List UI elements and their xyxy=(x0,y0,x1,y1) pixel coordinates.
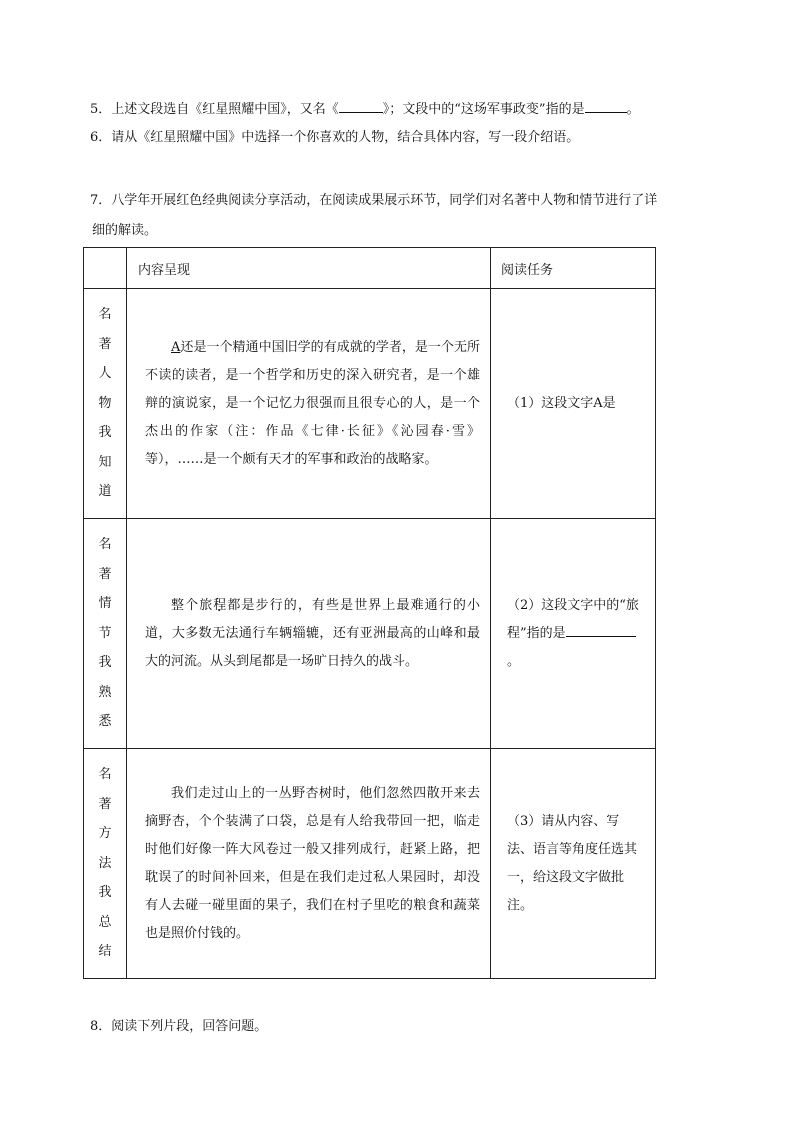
question-6: 6．请从《红星照耀中国》中选择一个你喜欢的人物，结合具体内容，写一段介绍语。 xyxy=(90,130,580,145)
content-cell xyxy=(127,289,491,519)
row-label-vertical xyxy=(84,530,126,737)
label-char: 法 xyxy=(98,855,112,871)
label-char: 物 xyxy=(98,395,112,411)
reading-table xyxy=(83,247,656,979)
passage-text: 还是一个精通中国旧学的有成就的学者，是一个无所不读的读者，是一个哲学和历史的深入研究者，是一个雄辩的演说家，是一个记忆力很强而且很专心的人，是一个杰出的作家（注：作品《七律·长征》《沁园春·雪》等），……是一个颇有天才的军事和政治的战略家。 xyxy=(145,339,480,467)
answer-blank[interactable] xyxy=(585,98,627,113)
table-row xyxy=(84,289,656,519)
label-char: 名 xyxy=(98,307,112,323)
label-char: 著 xyxy=(98,336,112,352)
task-cell xyxy=(491,749,656,979)
question-5-text-1: 5．上述文段选自《红星照耀中国》，又名《 xyxy=(90,102,339,117)
label-char: 熟 xyxy=(98,684,112,700)
task-text: （3）请从内容、写法、语言等角度任选其一，给这段文字做批注。 xyxy=(507,813,638,913)
answer-blank[interactable] xyxy=(566,622,636,637)
label-char: 人 xyxy=(98,366,112,382)
label-char: 名 xyxy=(98,767,112,783)
table-header-row xyxy=(84,248,656,289)
label-char: 节 xyxy=(98,625,112,641)
passage-text: 整个 xyxy=(171,597,200,613)
label-char: 悉 xyxy=(98,714,112,730)
row-label-vertical xyxy=(84,760,126,967)
content-cell xyxy=(127,519,491,749)
label-char: 方 xyxy=(98,826,112,842)
task-cell xyxy=(491,519,656,749)
question-5-text-2: 》；文段中的“这场军事政变”指的是 xyxy=(382,102,585,117)
question-8: 8．阅读下列片段，回答问题。 xyxy=(90,1019,268,1034)
question-5-text-3: 。 xyxy=(626,102,640,117)
content-passage xyxy=(127,780,490,948)
table-row xyxy=(84,749,656,979)
row-label-cell xyxy=(84,519,127,749)
row-label-vertical xyxy=(84,300,126,507)
label-char: 名 xyxy=(98,537,112,553)
content-passage xyxy=(127,592,490,676)
question-7-line-1: 7．八学年开展红色经典阅读分享活动，在阅读成果展示环节，同学们对名著中人物和情节进行了详 xyxy=(90,193,658,208)
label-char: 知 xyxy=(98,454,112,470)
header-content: 内容呈现 xyxy=(127,248,491,289)
content-cell xyxy=(127,749,491,979)
passage-text: 我们走过山上的一丛野杏树时，他们忽然四散开来去摘野杏，个个装满了口袋，总是有人给我带回一把，临走时他们好像一阵大风卷过一般又排列成行，赶紧上路，把耽误了的时间补回来，但是在我们走过私人果园时，却没有人去碰一碰里面的果子，我们在村子里吃的粮食和蔬菜也是照价付钱的。 xyxy=(145,785,480,941)
label-char: 总 xyxy=(98,914,112,930)
label-char: 著 xyxy=(98,566,112,582)
label-char: 我 xyxy=(98,425,112,441)
content-passage xyxy=(127,334,490,474)
task-text xyxy=(491,592,655,676)
emphasis-dot-char: 旅 xyxy=(199,597,214,613)
task-cell xyxy=(491,289,656,519)
answer-blank[interactable] xyxy=(339,98,383,113)
row-label-cell xyxy=(84,289,127,519)
label-char: 情 xyxy=(98,596,112,612)
task-text-pre: （2）这段文字中的“旅程”指的是 xyxy=(507,597,639,641)
header-cell-empty xyxy=(84,248,127,289)
row-label-cell xyxy=(84,749,127,979)
table-row xyxy=(84,519,656,749)
underlined-a: A xyxy=(171,339,181,355)
label-char: 著 xyxy=(98,796,112,812)
label-char: 道 xyxy=(98,484,112,500)
question-7-line-2: 细的解读。 xyxy=(92,223,158,238)
task-text: （1）这段文字A是 xyxy=(507,395,616,411)
label-char: 结 xyxy=(98,944,112,960)
task-text-post: 。 xyxy=(507,653,521,669)
label-char: 我 xyxy=(98,885,112,901)
passage-text: 程都是步行的，有些是世界上最难通行的小道，大多数无法通行车辆辎辘，还有亚洲最高的山峰和最大的河流。从头到尾都是一场旷日持久的战斗。 xyxy=(145,597,480,669)
label-char: 我 xyxy=(98,655,112,671)
question-5 xyxy=(90,98,640,119)
header-task: 阅读任务 xyxy=(491,248,656,289)
